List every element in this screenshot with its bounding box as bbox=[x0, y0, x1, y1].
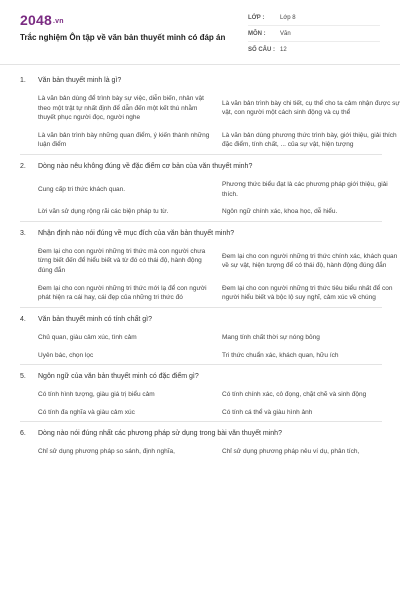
logo-main: 2048 bbox=[20, 12, 52, 28]
answer-option[interactable]: Phương thức biểu đạt là các phương pháp giới thiệu, giải thích. bbox=[222, 181, 388, 198]
answer-option[interactable]: Có tính đa nghĩa và giàu cảm xúc bbox=[38, 408, 135, 416]
page-title: Trắc nghiệm Ôn tập về văn bản thuyết minh có đáp án bbox=[20, 33, 226, 42]
answer-option[interactable]: Uyên bác, chọn lọc bbox=[38, 351, 94, 359]
question-number: 1. bbox=[20, 77, 26, 84]
question-number: 6. bbox=[20, 430, 26, 438]
question-text: Văn bản thuyết minh có tính chất gì? bbox=[38, 315, 153, 323]
answer-option[interactable]: Là văn bản dùng để trình bày sự việc, diễn biến, nhân vật theo một trật tự nhất định để dẫn đến một kết thú nhằm thuyết phục người đọc, người nghe bbox=[38, 95, 204, 122]
question-number: 3. bbox=[20, 229, 26, 237]
answer-option[interactable]: Ngôn ngữ chính xác, khoa học, dễ hiểu. bbox=[222, 208, 338, 216]
question-3 bbox=[20, 221, 398, 307]
question-2 bbox=[20, 154, 388, 221]
meta-row-subject bbox=[248, 26, 380, 42]
answer-option[interactable]: Đem lại cho con người những tri thức mới lạ để con người phát hiện ra cái hay, cái đẹp của những tri thức đó bbox=[38, 284, 207, 302]
answer-option[interactable]: Đem lại cho con người những tri thức mà con người chưa từng biết đến để hiểu biết và từ đó có thái độ, hành động đúng đắn bbox=[38, 247, 206, 275]
question-text: Ngôn ngữ của văn bản thuyết minh có đặc điểm gì? bbox=[38, 373, 199, 381]
answer-option[interactable]: Có tính chính xác, cô đọng, chặt chẽ và sinh động bbox=[222, 391, 367, 399]
meta-label: SỐ CÂU : bbox=[248, 46, 275, 53]
site-logo[interactable] bbox=[20, 12, 64, 28]
answer-option[interactable]: Mang tính chất thời sự nóng bỏng bbox=[222, 333, 320, 341]
answer-option[interactable]: Đem lại cho con người những tri thức tiêu biểu nhất để con người hiểu biết và bộc lộ suy nghĩ, cảm xúc về chúng bbox=[222, 284, 393, 302]
options-grid bbox=[38, 90, 400, 154]
answer-option[interactable]: Là văn bản trình bày chi tiết, cụ thể cho ta cảm nhận được sự vật, con người một cách sinh động và cụ thể bbox=[222, 99, 400, 117]
answer-option[interactable]: Lời văn sử dụng rộng rãi các biện pháp tu từ. bbox=[38, 208, 169, 216]
logo-suffix: .vn bbox=[52, 17, 64, 25]
options-grid bbox=[38, 443, 382, 461]
answer-option[interactable]: Là văn bản dùng phương thức trình bày, giới thiệu, giải thích đặc điểm, tính chất, ... của sự vật, hiện tượng bbox=[222, 131, 397, 149]
options-grid bbox=[38, 176, 388, 221]
answer-option[interactable]: Chỉ sử dụng phương pháp nêu ví dụ, phân tích, bbox=[222, 448, 360, 456]
answer-option[interactable]: Chỉ sử dụng phương pháp so sánh, định nghĩa, bbox=[38, 448, 175, 456]
question-number: 2. bbox=[20, 163, 26, 171]
meta-value: Văn bbox=[280, 30, 291, 37]
question-number: 4. bbox=[20, 315, 26, 323]
question-1 bbox=[20, 74, 400, 154]
meta-value: 12 bbox=[280, 46, 287, 53]
answer-option[interactable]: Chủ quan, giàu cảm xúc, tình cảm bbox=[38, 333, 137, 341]
answer-option[interactable]: Có tính hình tượng, giàu giá trị biểu cảm bbox=[38, 391, 155, 399]
meta-row-question-count bbox=[248, 42, 380, 57]
question-text: Dòng nào nêu không đúng về đặc điểm cơ bản của văn thuyết minh? bbox=[38, 163, 253, 171]
options-grid bbox=[38, 329, 382, 364]
question-4 bbox=[20, 307, 382, 364]
meta-row-grade bbox=[248, 10, 380, 26]
meta-label: MÔN : bbox=[248, 30, 266, 37]
question-text: Văn bản thuyết minh là gì? bbox=[38, 77, 122, 84]
answer-option[interactable]: Tri thức chuẩn xác, khách quan, hữu ích bbox=[222, 351, 339, 359]
question-text: Dòng nào nói đúng nhất các phương pháp sử dụng trong bài văn thuyết minh? bbox=[38, 430, 282, 438]
question-number: 5. bbox=[20, 373, 26, 381]
answer-option[interactable]: Có tính cá thể và giàu hình ảnh bbox=[222, 408, 313, 416]
question-list bbox=[20, 74, 400, 461]
page-header bbox=[0, 0, 400, 65]
question-6 bbox=[20, 421, 382, 461]
quiz-meta-table bbox=[248, 10, 380, 57]
question-5 bbox=[20, 364, 382, 421]
options-grid bbox=[38, 243, 398, 307]
meta-value: Lớp 8 bbox=[280, 14, 296, 21]
meta-label: LỚP : bbox=[248, 14, 265, 21]
question-text: Nhận định nào nói đúng về mục đích của văn bản thuyết minh? bbox=[38, 229, 235, 237]
answer-option[interactable]: Là văn bản trình bày những quan điểm, ý kiến thành những luận điểm bbox=[38, 131, 210, 149]
answer-option[interactable]: Cung cấp tri thức khách quan. bbox=[38, 185, 126, 193]
answer-option[interactable]: Đem lại cho con người những tri thức chính xác, khách quan về sự vật, hiện tượng để có thái độ, hành động đúng đắn bbox=[222, 252, 398, 270]
options-grid bbox=[38, 386, 382, 421]
